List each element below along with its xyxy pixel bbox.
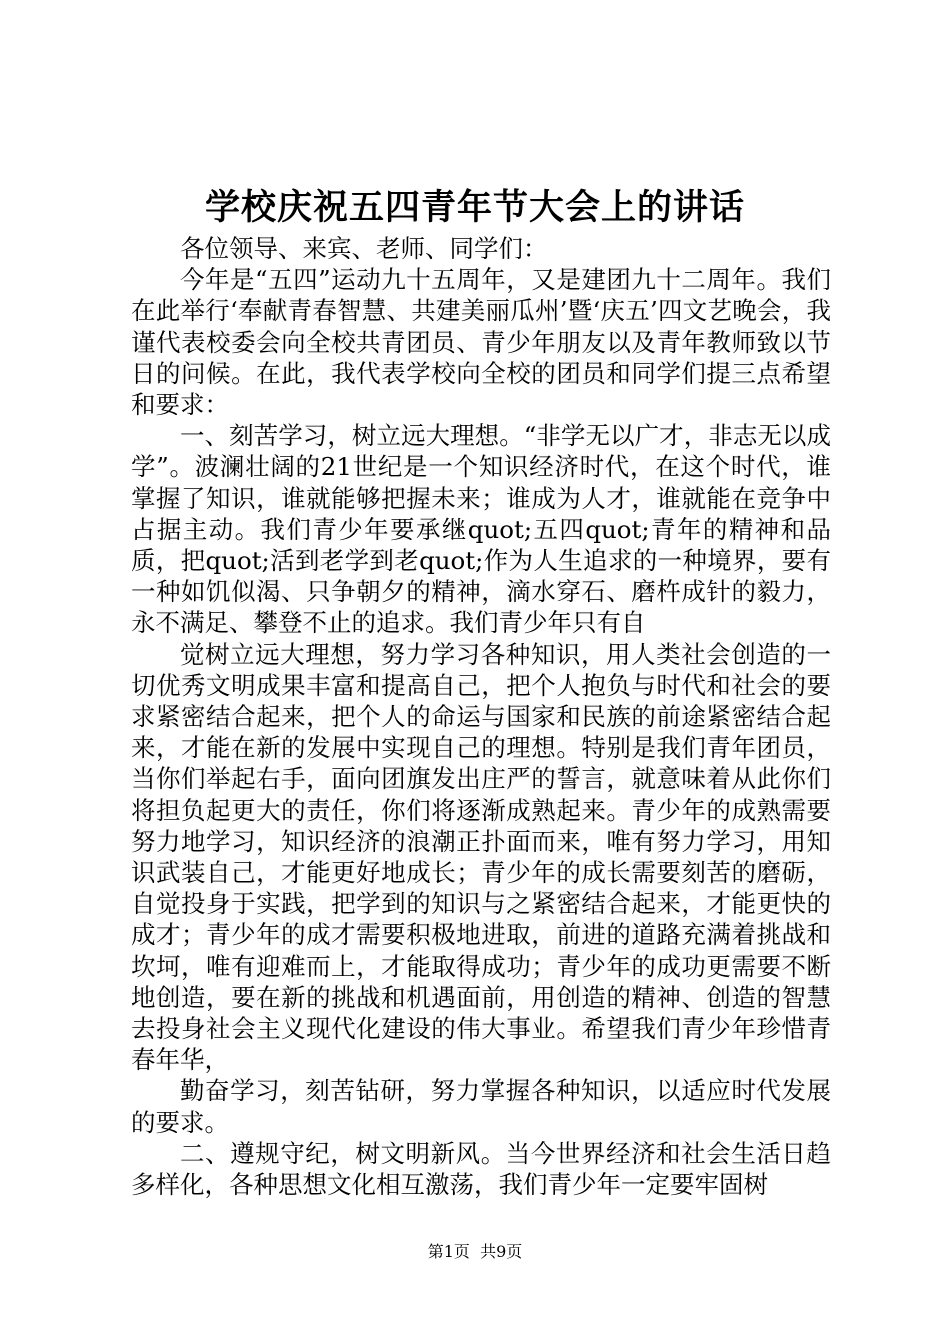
paragraph-salutation: 各位领导、来宾、老师、同学们： [180, 234, 548, 263]
paragraph-point-one: 一、刻苦学习，树立远大理想。“非学无以广才，非志无以成学”。波澜壮阔的21世纪是一个知识经济时代，在这个时代，谁掌握了知识，谁就能够把握未来；谁成为人才，谁就能在竞争中占据主动。我们青少年要承继quot;五四quot;青年的精神和品质，把quot;活到老学到老quot;作为人生追求的一种境界，要有一种如饥似渴、只争朝夕的精神，滴水穿石、磨杵成针的毅力，永不满足、攀登不止的追求。我们青少年只有自 [131, 421, 831, 638]
paragraph-point-one-closing: 勤奋学习，刻苦钻研，努力掌握各种知识，以适应时代发展的要求。 [131, 1076, 831, 1137]
page-number-footer: 第1页 共9页 [427, 1242, 523, 1261]
paragraph-point-two: 二、遵规守纪，树文明新风。当今世界经济和社会生活日趋多样化，各种思想文化相互激荡，我们青少年一定要牢固树 [131, 1138, 831, 1200]
document-title: 学校庆祝五四青年节大会上的讲话 [204, 187, 745, 228]
document-body [131, 233, 831, 1200]
paragraph-point-one-continued: 觉树立远大理想，努力学习各种知识，用人类社会创造的一切优秀文明成果丰富和提高自己，把个人抱负与时代和社会的要求紧密结合起来，把个人的命运与国家和民族的前途紧密结合起来，才能在新的发展中实现自己的理想。特别是我们青年团员，当你们举起右手，面向团旗发出庄严的誓言，就意味着从此你们将担负起更大的责任，你们将逐渐成熟起来。青少年的成熟需要努力地学习，知识经济的浪潮正扑面而来，唯有努力学习，用知识武装自己，才能更好地成长；青少年的成长需要刻苦的磨砺，自觉投身于实践，把学到的知识与之紧密结合起来，才能更快的成才；青少年的成才需要积极地进取，前进的道路充满着挑战和坎坷，唯有迎难而上，才能取得成功；青少年的成功更需要不断地创造，要在新的挑战和机遇面前，用创造的精神、创造的智慧去投身社会主义现代化建设的伟大事业。希望我们青少年珍惜青春年华， [131, 639, 831, 1075]
paragraph-intro: 今年是“五四”运动九十五周年，又是建团九十二周年。我们在此举行‘奉献青春智慧、共建美丽瓜州’暨‘庆五’四文艺晚会，我谨代表校委会向全校共青团员、青少年朋友以及青年教师致以节日的问候。在此，我代表学校向全校的团员和同学们提三点希望和要求： [131, 265, 831, 420]
